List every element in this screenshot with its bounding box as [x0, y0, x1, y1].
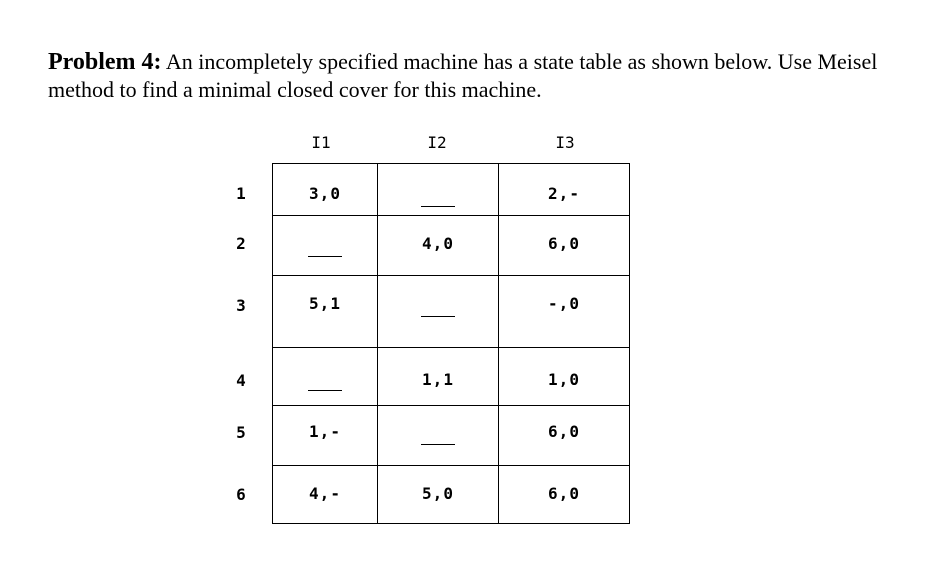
- table-cell: 6,0: [499, 406, 630, 466]
- table-cell: 6,0: [499, 466, 630, 524]
- table-cell: 1,1: [378, 348, 499, 406]
- state-label-2: 2: [236, 234, 246, 253]
- table-cell: [378, 164, 499, 216]
- state-table: [272, 163, 630, 524]
- table-cell: 3,0: [273, 164, 378, 216]
- table-cell: 1,0: [499, 348, 630, 406]
- table-row: [273, 406, 630, 466]
- dont-care-dash: [421, 444, 455, 445]
- table-cell: [378, 406, 499, 466]
- state-label-6: 6: [236, 485, 246, 504]
- state-label-5: 5: [236, 423, 246, 442]
- table-cell: 4,0: [378, 216, 499, 276]
- table-cell: 5,1: [273, 276, 378, 348]
- state-label-4: 4: [236, 371, 246, 390]
- problem-text: An incompletely specified machine has a state table as shown below. Use Meisel method to find a minimal closed cover for this machine.: [48, 49, 878, 102]
- problem-statement: [48, 48, 908, 104]
- problem-label: Problem 4:: [48, 49, 162, 75]
- table-row: [273, 164, 630, 216]
- dont-care-dash: [308, 256, 342, 257]
- table-cell: 4,-: [273, 466, 378, 524]
- table-row: [273, 466, 630, 524]
- table-row: [273, 276, 630, 348]
- table-cell: 1,-: [273, 406, 378, 466]
- dont-care-dash: [421, 206, 455, 207]
- column-header-i3: I3: [555, 133, 575, 152]
- table-cell: 6,0: [499, 216, 630, 276]
- table-cell: -,0: [499, 276, 630, 348]
- table-cell: 5,0: [378, 466, 499, 524]
- table-cell: 2,-: [499, 164, 630, 216]
- column-header-i2: I2: [427, 133, 447, 152]
- state-label-1: 1: [236, 184, 246, 203]
- column-header-i1: I1: [311, 133, 331, 152]
- dont-care-dash: [308, 390, 342, 391]
- state-label-3: 3: [236, 296, 246, 315]
- table-row: [273, 216, 630, 276]
- dont-care-dash: [421, 316, 455, 317]
- table-cell: [273, 216, 378, 276]
- table-cell: [378, 276, 499, 348]
- table-row: [273, 348, 630, 406]
- table-cell: [273, 348, 378, 406]
